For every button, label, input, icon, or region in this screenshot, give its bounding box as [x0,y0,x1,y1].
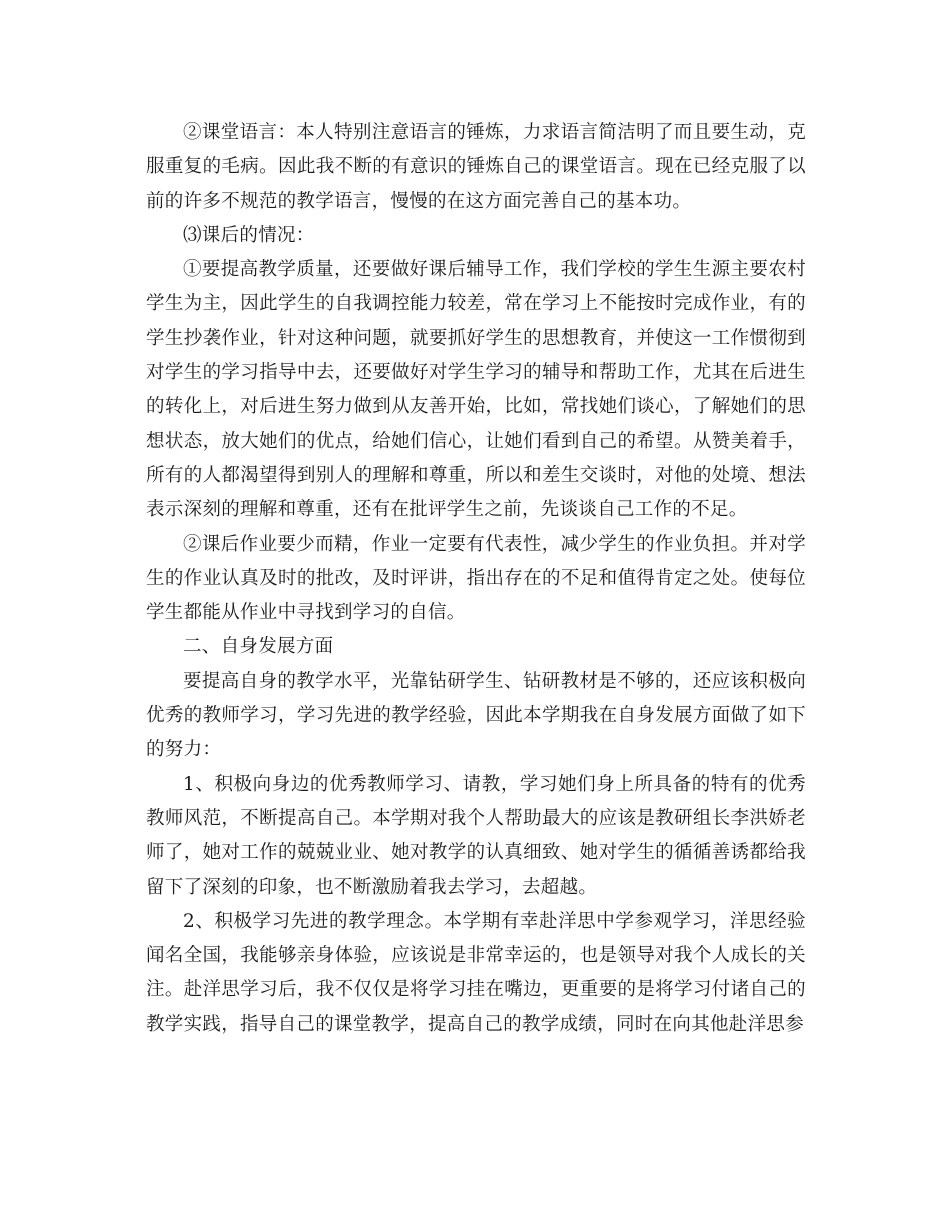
paragraph-after-class-tutoring: ①要提高教学质量，还要做好课后辅导工作，我们学校的学生生源主要农村学生为主，因此学生的自我调控能力较差，常在学习上不能按时完成作业，有的学生抄袭作业，针对这种问题，就要抓好学生的思想教育，并使这一工作惯彻到对学生的学习指导中去，还要做好对学生学习的辅导和帮助工作，尤其在后进生的转化上，对后进生努力做到从友善开始，比如，常找她们谈心，了解她们的思想状态，放大她们的优点，给她们信心，让她们看到自己的希望。从赞美着手，所有的人都渴望得到别人的理解和尊重，所以和差生交谈时，对他的处境、想法表示深刻的理解和尊重，还有在批评学生之前，先谈谈自己工作的不足。 [146,259,806,521]
document-body [146,116,806,1042]
paragraph-advanced-concepts: 2、积极学习先进的教学理念。本学期有幸赴洋思中学参观学习，洋思经验闻名全国，我能够亲身体验，应该说是非常幸运的，也是领导对我个人成长的关注。赴洋思学习后，我不仅仅是将学习挂在嘴边，更重要的是将学习付诸自己的教学实践，指导自己的课堂教学，提高自己的教学成绩，同时在向其他赴洋思参 [146,910,806,1035]
paragraph-after-class-heading: ⑶课后的情况： [183,224,315,246]
paragraph-classroom-language: ②课堂语言：本人特别注意语言的锤炼，力求语言简洁明了而且要生动，克服重复的毛病。因此我不断的有意识的锤炼自己的课堂语言。现在已经克服了以前的许多不规范的教学语言，慢慢的在这方面完善自己的基本功。 [146,122,806,212]
paragraph-self-development-intro: 要提高自身的教学水平，光靠钻研学生、钻研教材是不够的，还应该积极向优秀的教师学习，学习先进的教学经验，因此本学期我在自身发展方面做了如下的努力： [146,670,806,761]
paragraph-learn-from-teachers: 1、积极向身边的优秀教师学习、请教，学习她们身上所具备的特有的优秀教师风范，不断提高自己。本学期对我个人帮助最大的应该是教研组长李洪娇老师了，她对工作的兢兢业业、她对教学的认真细致、她对学生的循循善诱都给我留下了深刻的印象，也不断激励着我去学习，去超越。 [146,773,806,898]
section-heading-self-development: 二、自身发展方面 [183,636,334,658]
paragraph-homework: ②课后作业要少而精，作业一定要有代表性，减少学生的作业负担。并对学生的作业认真及时的批改，及时评讲，指出存在的不足和值得肯定之处。使每位学生都能从作业中寻找到学习的自信。 [146,533,806,624]
